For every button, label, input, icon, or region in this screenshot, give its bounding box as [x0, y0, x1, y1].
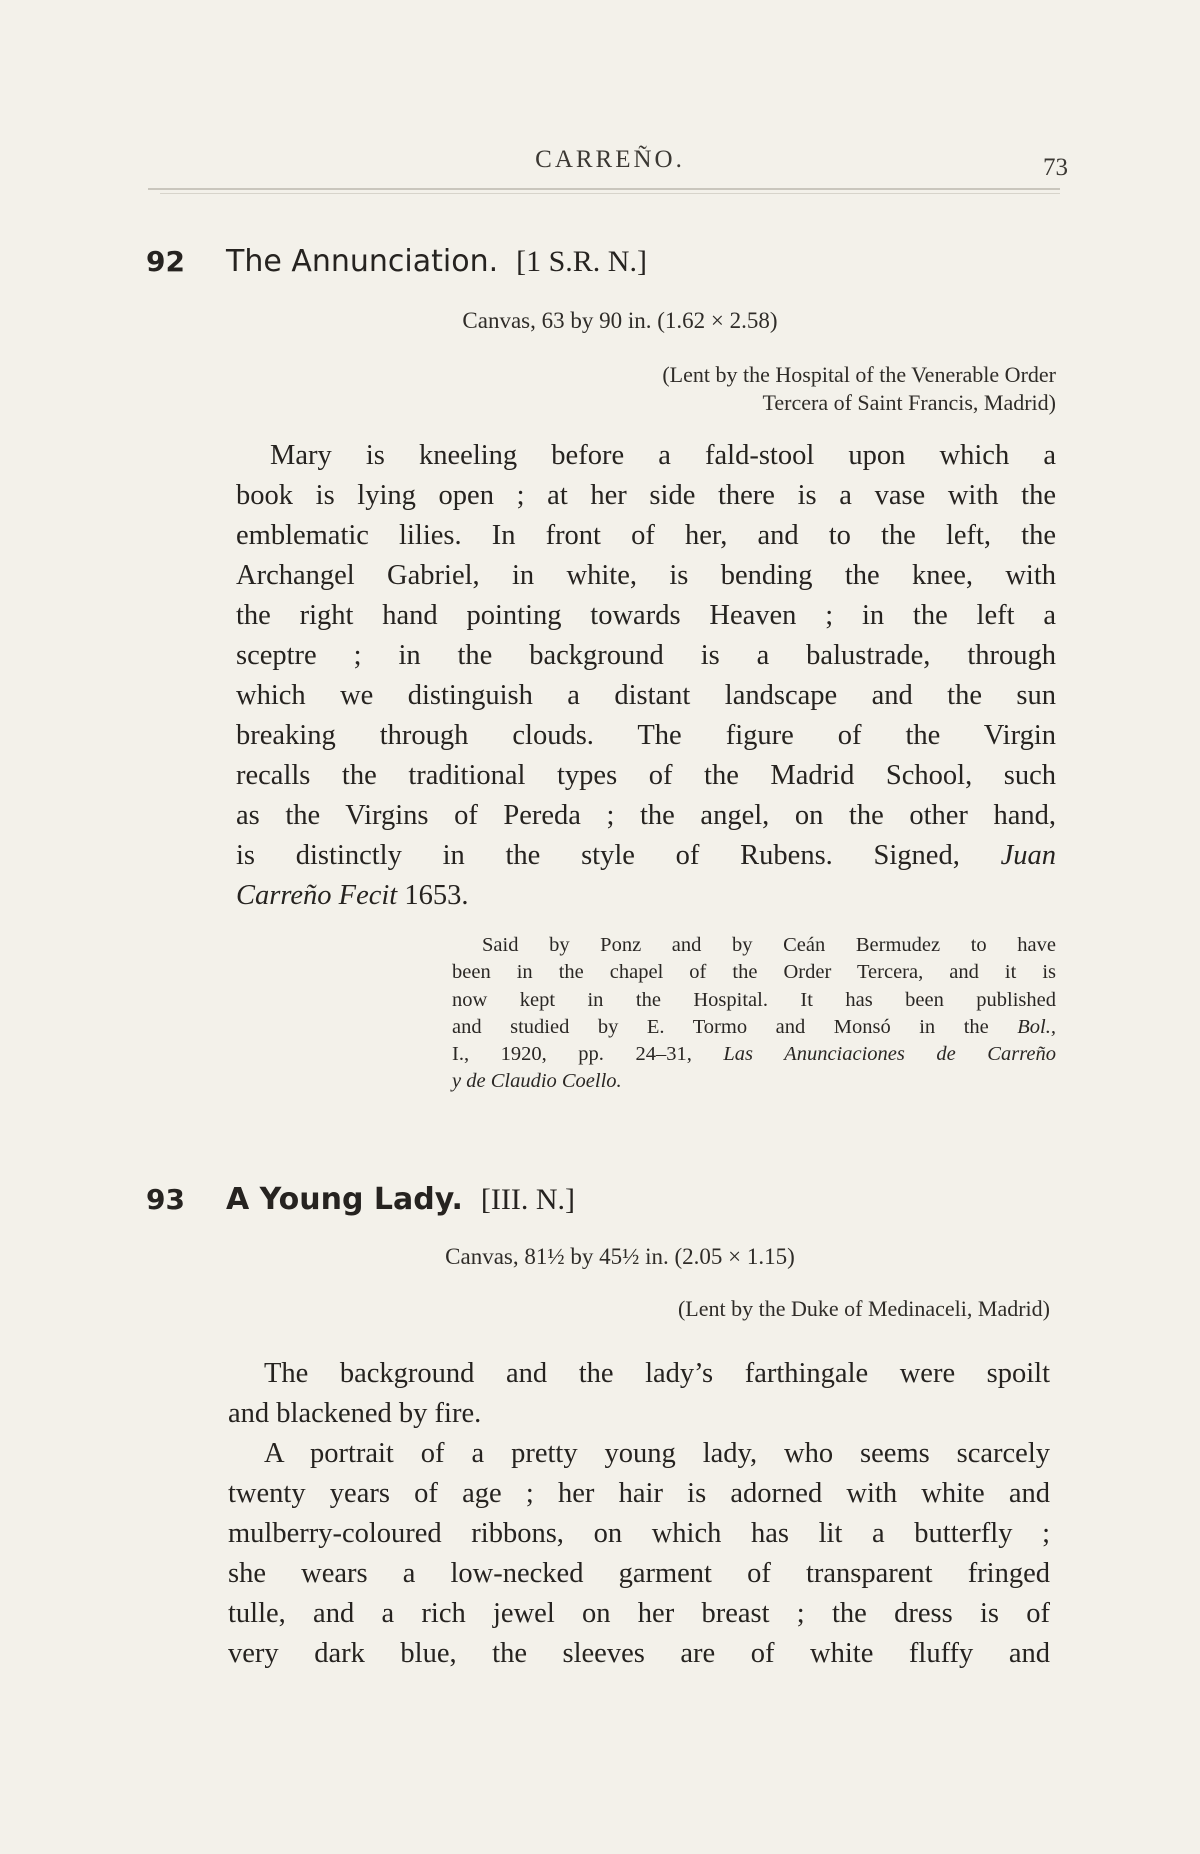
- text-line: A portrait of a pretty young lady, who seems scarcely: [264, 1438, 1050, 1469]
- text-line: [236, 876, 1056, 916]
- lender-line: (Lent by the Duke of Medinaceli, Madrid): [677, 1296, 1050, 1321]
- text-line: and blackened by fire.: [228, 1398, 482, 1429]
- text-line: very dark blue, the sleeves are of white fluffy and: [228, 1638, 1050, 1669]
- text-line: Mary is kneeling before a fald-stool upon which a: [270, 440, 1056, 471]
- entry-title: The Annunciation.: [226, 244, 499, 279]
- entry-heading: [146, 1182, 575, 1217]
- header-rule: [148, 188, 1060, 190]
- text-line: twenty years of age ; her hair is adorned with white and: [228, 1478, 1050, 1509]
- entry-tag: [III. N.]: [480, 1183, 576, 1216]
- entry-description: [228, 1354, 1050, 1674]
- entry-note: [452, 932, 1056, 1096]
- entry-description: [236, 436, 1056, 916]
- text-line: as the Virgins of Pereda ; the angel, on the other hand,: [236, 800, 1056, 831]
- text-line: recalls the traditional types of the Madrid School, such: [236, 760, 1056, 791]
- lender-line: Tercera of Saint Francis, Madrid): [762, 390, 1056, 415]
- header-rule-secondary: [160, 193, 1060, 194]
- entry-number: 93: [146, 1183, 185, 1216]
- page-number: 73: [1043, 154, 1068, 181]
- text-fragment: is distinctly in the style of Rubens. Signed,: [236, 840, 960, 871]
- signature-year: 1653.: [404, 880, 469, 911]
- note-fragment: Bol.,: [1017, 1015, 1056, 1038]
- running-head: CARREÑO.: [535, 146, 685, 173]
- note-fragment: Las Anunciaciones de Carreño: [723, 1043, 1057, 1066]
- entry-heading: [146, 244, 647, 279]
- signature-fragment: Carreño Fecit: [236, 880, 398, 911]
- medium-dimensions: Canvas, 63 by 90 in. (1.62 × 2.58): [462, 308, 778, 333]
- text-line: book is lying open ; at her side there is a vase with the: [236, 480, 1056, 511]
- medium-dimensions: Canvas, 81½ by 45½ in. (2.05 × 1.15): [445, 1244, 795, 1269]
- entry-number: 92: [146, 245, 185, 278]
- text-line: [236, 836, 1056, 876]
- text-line: sceptre ; in the background is a balustrade, through: [236, 640, 1056, 671]
- text-line: Archangel Gabriel, in white, is bending the knee, with: [236, 560, 1056, 591]
- note-line: been in the chapel of the Order Tercera, and it is: [452, 961, 1056, 984]
- note-line: [452, 1014, 1056, 1041]
- note-line: y de Claudio Coello.: [452, 1070, 622, 1093]
- text-line: she wears a low-necked garment of transparent fringed: [228, 1558, 1050, 1589]
- note-fragment: and studied by E. Tormo and Monsó in the: [452, 1015, 989, 1038]
- signature-fragment: Juan: [1000, 840, 1056, 871]
- text-line: which we distinguish a distant landscape and the sun: [236, 680, 1056, 711]
- entry-tag: [1 S.R. N.]: [516, 245, 647, 278]
- entry-title: A Young Lady.: [226, 1182, 463, 1217]
- text-line: the right hand pointing towards Heaven ; in the left a: [236, 600, 1056, 631]
- note-fragment: I., 1920, pp. 24–31,: [452, 1043, 692, 1066]
- text-line: breaking through clouds. The figure of the Virgin: [236, 720, 1056, 751]
- text-line: tulle, and a rich jewel on her breast ; the dress is of: [228, 1598, 1050, 1629]
- lender-line: (Lent by the Hospital of the Venerable Order: [662, 362, 1056, 387]
- text-line: emblematic lilies. In front of her, and to the left, the: [236, 520, 1056, 551]
- note-line: Said by Ponz and by Ceán Bermudez to have: [482, 934, 1056, 956]
- note-line: now kept in the Hospital. It has been published: [452, 988, 1056, 1011]
- text-line: The background and the lady’s farthingale were spoilt: [264, 1358, 1050, 1389]
- text-line: mulberry-coloured ribbons, on which has lit a butterfly ;: [228, 1518, 1050, 1549]
- note-line: [452, 1041, 1056, 1068]
